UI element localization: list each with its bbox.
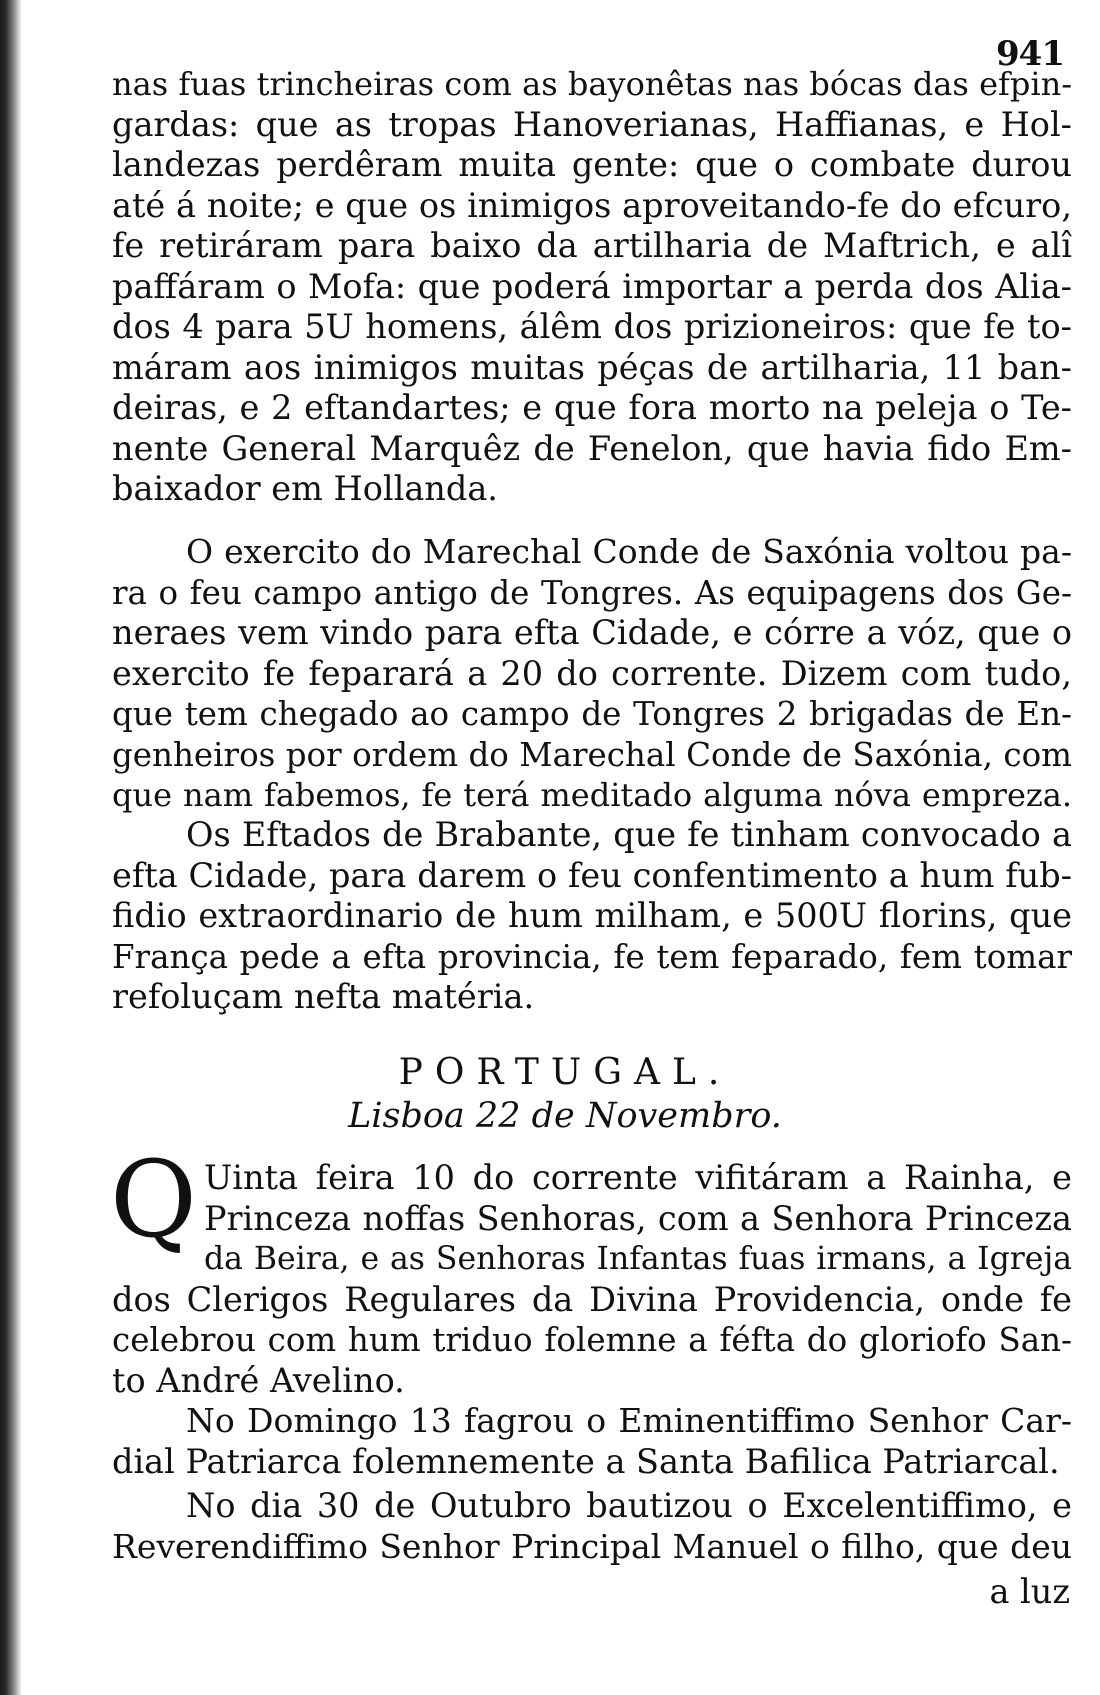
text-line: neraes vem vindo para efta Cidade, e córre a vóz, que o — [112, 613, 1072, 652]
text-line: genheiros por ordem do Marechal Conde de Saxónia, com — [112, 735, 1072, 774]
text-line: exercito fe feparará a 20 do corrente. Dizem com tudo, — [112, 653, 1072, 693]
text-line: No Domingo 13 fagrou o Eminentiffimo Senhor Car- — [186, 1401, 1072, 1440]
text-line: nas fuas trincheiras com as bayonêtas nas bócas das efpin- — [112, 65, 1072, 103]
text-line: máram aos inimigos muitas péças de artilharia, 11 ban- — [112, 347, 1072, 387]
text-line: Uinta feira 10 do corrente vifitáram a Rainha, e — [204, 1158, 1072, 1197]
drop-cap-letter: Q — [110, 1138, 197, 1261]
text-line: que nam fabemos, fe terá meditado alguma nóva empreza. — [112, 776, 1072, 814]
text-line: que tem chegado ao campo de Tongres 2 brigadas de En- — [112, 695, 1072, 733]
page-number: 941 — [996, 34, 1064, 74]
paragraph-saxony-army — [112, 532, 1072, 816]
section-heading-country: PORTUGAL. — [398, 1052, 732, 1093]
paragraph-battle-report — [112, 64, 1072, 510]
paragraph-baptism — [112, 1486, 1072, 1567]
text-line: dial Patriarca folemnemente a Santa Bafilica Patriarcal. — [112, 1441, 1060, 1481]
section-dateline: Lisboa 22 de Novembro. — [348, 1096, 782, 1136]
text-line: gardas: que as tropas Hanoverianas, Haffianas, e Hol- — [112, 104, 1072, 144]
text-line: deiras, e 2 eftandartes; e que fora morto na peleja o Te- — [112, 388, 1072, 427]
text-line: paffáram o Mofa: que poderá importar a perda dos Alia- — [112, 266, 1072, 306]
text-line: landezas perdêram muita gente: que o combate durou — [112, 145, 1072, 184]
text-line: nente General Marquêz de Fenelon, que havia fido Em- — [112, 428, 1072, 468]
text-line: refoluçam nefta matéria. — [112, 977, 535, 1016]
text-line: fe retiráram para baixo da artilharia de Maftrich, e alî — [112, 226, 1072, 265]
text-line: da Beira, e as Senhoras Infantas fuas irmans, a Igreja — [204, 1241, 1072, 1277]
page-binding-edge — [0, 0, 22, 1695]
text-line: celebrou com hum triduo folemne a féfta do gloriofo San- — [112, 1321, 1072, 1359]
text-line: fidio extraordinario de hum milham, e 500U florins, que — [112, 896, 1072, 935]
text-line: No dia 30 de Outubro bautizou o Excelentiffimo, e — [186, 1486, 1072, 1525]
text-line: baixador em Hollanda. — [112, 469, 498, 508]
text-line: dos Clerigos Regulares da Divina Providencia, onde fe — [112, 1279, 1072, 1319]
text-line: O exercito do Marechal Conde de Saxónia voltou pa- — [186, 532, 1072, 571]
text-line: Princeza noffas Senhoras, com a Senhora Princeza — [204, 1198, 1072, 1238]
text-line: to André Avelino. — [112, 1360, 405, 1400]
catchword: a luz — [989, 1572, 1070, 1611]
text-line: ra o feu campo antigo de Tongres. As equipagens dos Ge- — [112, 573, 1072, 612]
text-line: Os Eftados de Brabante, que fe tinham convocado a — [186, 815, 1072, 854]
text-line: dos 4 para 5U homens, álêm dos prizioneiros: que fe to- — [112, 307, 1072, 346]
text-line: França pede a efta provincia, fe tem feparado, fem tomar — [112, 937, 1072, 976]
paragraph-brabant-states — [112, 815, 1072, 1018]
text-line: Reverendiffimo Senhor Principal Manuel o filho, que deu — [112, 1526, 1072, 1566]
text-line: efta Cidade, para darem o feu confentimento a hum fub- — [112, 855, 1072, 895]
text-line: até á noite; e que os inimigos aproveitando-fe do efcuro, — [112, 185, 1072, 225]
paragraph-queen-visit — [112, 1158, 1072, 1401]
paragraph-cardinal-consecration — [112, 1401, 1072, 1482]
